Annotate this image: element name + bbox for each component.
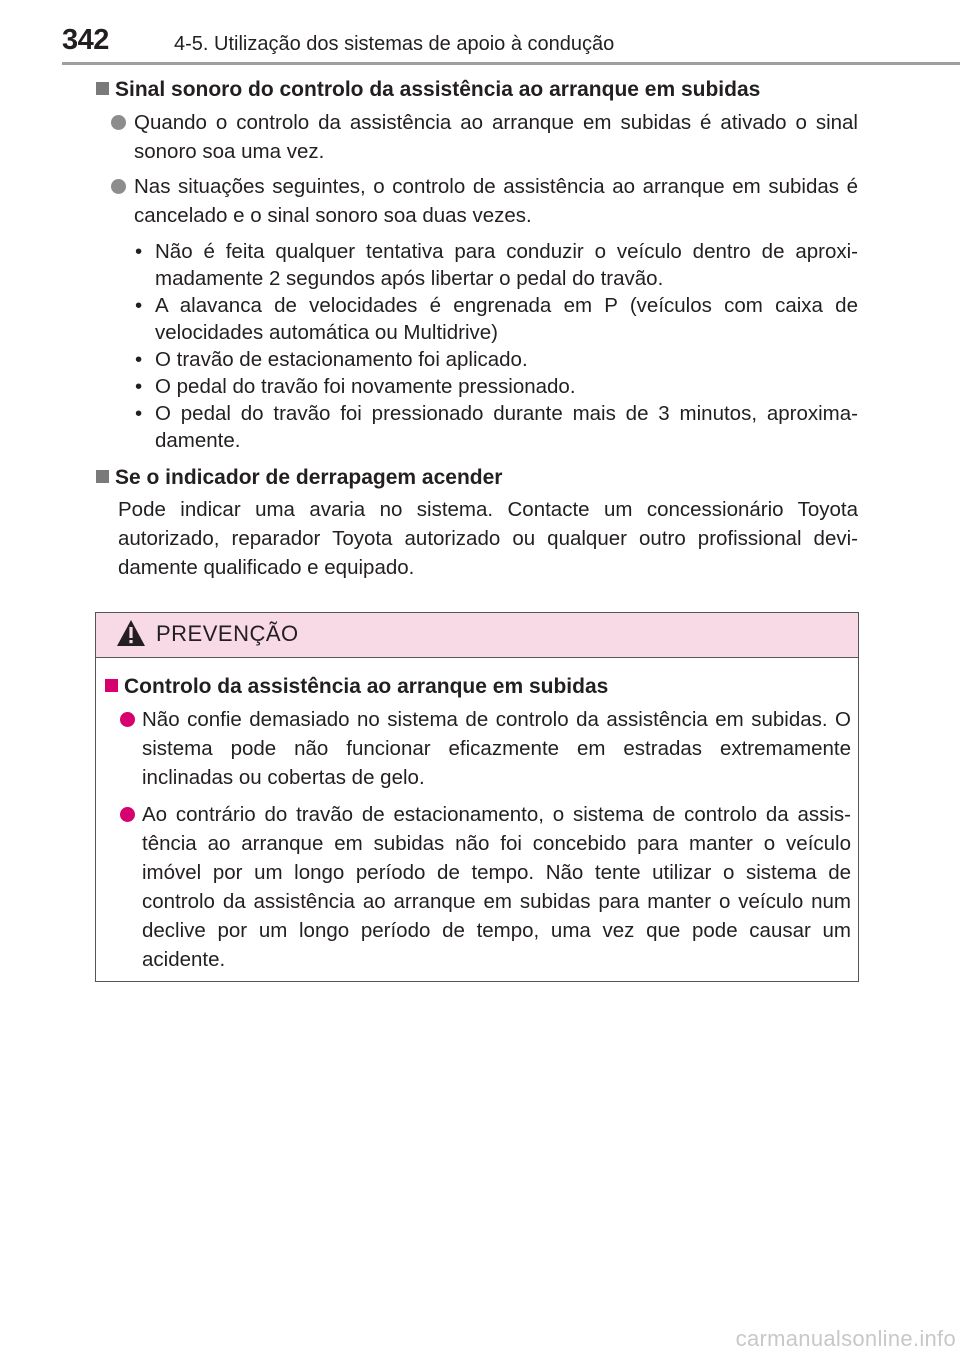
- dot-bullet-icon: •: [135, 402, 143, 425]
- warning-triangle-icon: [116, 619, 146, 647]
- page-header: [62, 24, 960, 64]
- dot-bullet-icon: •: [135, 348, 143, 371]
- square-bullet-icon: [96, 82, 109, 95]
- sub-list-item: • O pedal do travão foi pressionado durante mais de 3 minutos, aproxima-damente.: [135, 402, 858, 452]
- dot-bullet-icon: •: [135, 240, 143, 263]
- list-item: Nas situações seguintes, o controlo de assistência ao arranque em subidas é cancelado e o sinal sonoro soa duas vezes.: [96, 172, 858, 230]
- warning-heading: Controlo da assistência ao arranque em subidas: [105, 673, 851, 701]
- dot-bullet-icon: •: [135, 375, 143, 398]
- section-heading-slip-indicator: Se o indicador de derrapagem acender: [96, 464, 858, 492]
- circle-bullet-icon: [120, 712, 135, 727]
- warning-header: [96, 613, 858, 658]
- sub-list-item: • Não é feita qualquer tentativa para conduzir o veículo dentro de aproxi-madamente 2 segundos após libertar o pedal do travão.: [135, 240, 858, 290]
- list-item: Quando o controlo da assistência ao arranque em subidas é ativado o sinal sonoro soa uma vez.: [96, 108, 858, 166]
- header-rule: [62, 62, 960, 65]
- watermark: carmanualsonline.info: [735, 1326, 956, 1351]
- warning-title: PREVENÇÃO: [156, 621, 299, 646]
- warning-item: Ao contrário do travão de estacionamento, o sistema de controlo da assis-tência ao arranque em subidas não foi concebido para manter o veículo imóvel por um longo período de tempo. Não tente utilizar o sistema de controlo da assistência ao arranque em subidas para manter o veículo num declive por um longo período de tempo, uma vez que pode causar um acidente.: [105, 800, 851, 974]
- cancel-conditions-list: [96, 238, 858, 454]
- square-bullet-icon: [96, 470, 109, 483]
- warning-item: Não confie demasiado no sistema de controlo da assistência em subidas. O sistema pode não funcionar eficazmente em estradas extremamente inclinadas ou cobertas de gelo.: [105, 705, 851, 792]
- sub-list-item: • A alavanca de velocidades é engrenada em P (veículos com caixa de velocidades automática ou Multidrive): [135, 294, 858, 344]
- sub-list-item: • O pedal do travão foi novamente pressionado.: [135, 375, 576, 398]
- chapter-title: 4-5. Utilização dos sistemas de apoio à condução: [174, 33, 615, 55]
- main-content: [96, 76, 858, 582]
- circle-bullet-icon: [111, 179, 126, 194]
- page-number: 342: [62, 24, 109, 56]
- section-heading-beep: Sinal sonoro do controlo da assistência ao arranque em subidas: [96, 76, 858, 104]
- dot-bullet-icon: •: [135, 294, 143, 317]
- warning-body: [96, 658, 858, 974]
- sub-list-item: • O travão de estacionamento foi aplicado.: [135, 348, 528, 371]
- warning-box: [95, 612, 859, 982]
- section-text: Pode indicar uma avaria no sistema. Contacte um concessionário Toyota autorizado, reparador Toyota autorizado ou qualquer outro profissional devi-damente qualificado e equipado.: [118, 498, 858, 579]
- circle-bullet-icon: [111, 115, 126, 130]
- circle-bullet-icon: [120, 807, 135, 822]
- square-bullet-icon: [105, 679, 118, 692]
